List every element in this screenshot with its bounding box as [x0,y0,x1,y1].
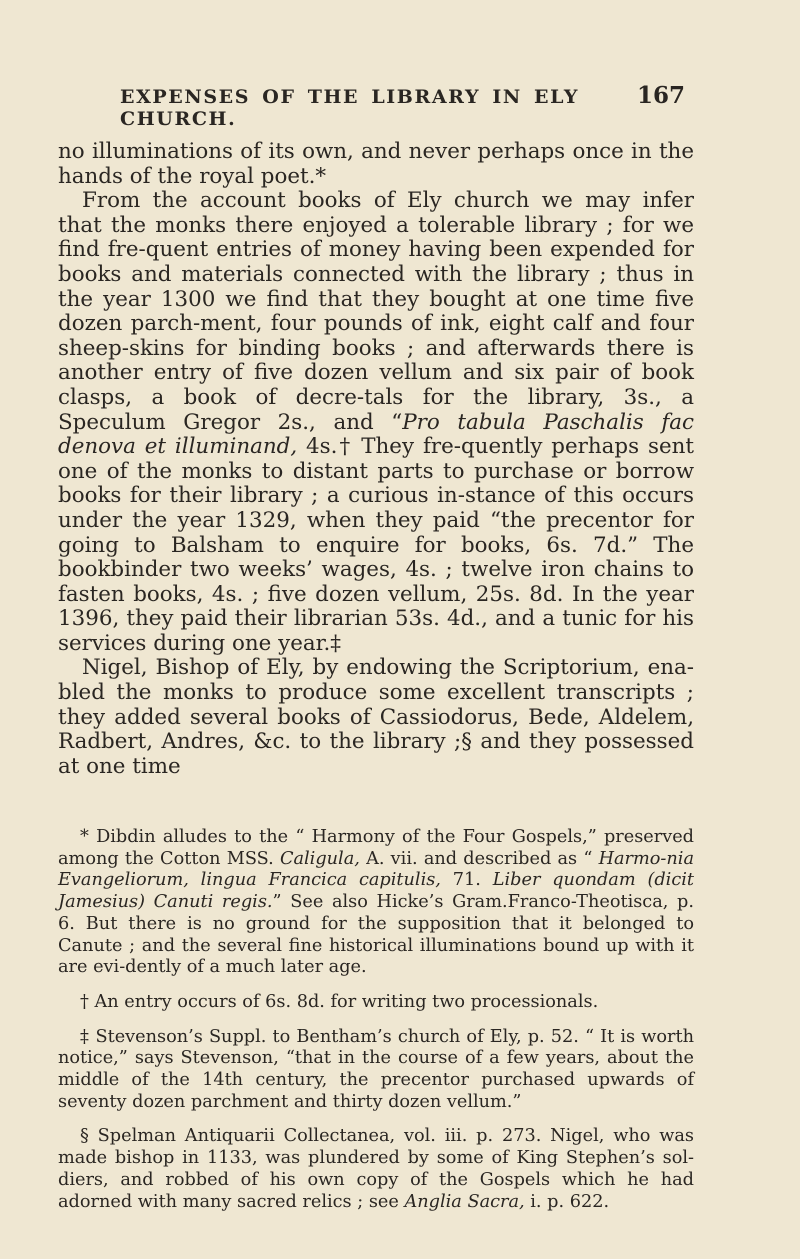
page-header [120,82,685,130]
main-text [58,140,694,779]
footnote: ‡ Stevenson’s Suppl. to Bentham’s church of Ely, p. 52. “ It is worth notice,” says Stevenson, “that in the course of a few years, about the middle of the 14th century, the precentor purchased upwards of seventy dozen parchment and thirty dozen vellum.” [58,1026,694,1112]
paragraph: no illuminations of its own, and never perhaps once in the hands of the royal poet.* [58,139,694,189]
footnotes [58,827,694,1226]
running-title: EXPENSES OF THE LIBRARY IN ELY CHURCH. [120,86,580,130]
paragraph: Nigel, Bishop of Ely, by endowing the Scriptorium, ena-bled the monks to produce some excellent transcripts ; they added several books of Cassiodorus, Bede, Aldelem, Radbert, Andres, &c. to the library ;§ and they possessed at one time [58,655,694,779]
footnote: † An entry occurs of 6s. 8d. for writing two processionals. [80,991,599,1012]
footnote: * Dibdin alludes to the “ Harmony of the Four Gospels,” preserved among the Cotton MSS. Caligula, A. vii. and described as “ Harmo-nia Evangeliorum, lingua Francica capitulis, 71. Liber quondam (dicit Jamesius) Canuti regis.” See also Hicke’s Gram.Franco-Theotisca, p. 6. But there is no ground for the supposition that it belonged to Canute ; and the several fine historical illuminations bound up with it are evi-dently of a much later age. [58,827,695,978]
footnote: § Spelman Antiquarii Collectanea, vol. iii. p. 273. Nigel, who was made bishop in 1133, was plundered by some of King Stephen’s sol-diers, and robbed of his own copy of the Gospels which he had adorned with many sacred relics ; see Anglia Sacra, i. p. 622. [58,1126,694,1212]
page-number: 167 [636,82,685,109]
paragraph: From the account books of Ely church we may infer that the monks there enjoyed a tolerable library ; for we find fre-quent entries of money having been expended for books and materials connected with the library ; thus in the year 1300 we find that they bought at one time five dozen parch-ment, four pounds of ink, eight calf and four sheep-skins for binding books ; and afterwards there is another entry of five dozen vellum and six pair of book clasps, a book of decre-tals for the library, 3s., a Speculum Gregor 2s., and “Pro tabula Paschalis fac denova et illuminand, 4s.† They fre-quently perhaps sent one of the monks to distant parts to purchase or borrow books for their library ; a curious in-stance of this occurs under the year 1329, when they paid “the precentor for going to Balsham to enquire for books, 6s. 7d.” The bookbinder two weeks’ wages, 4s. ; twelve iron chains to fasten books, 4s. ; five dozen vellum, 25s. 8d. In the year 1396, they paid their librarian 53s. 4d., and a tunic for his services during one year.‡ [58,188,695,656]
